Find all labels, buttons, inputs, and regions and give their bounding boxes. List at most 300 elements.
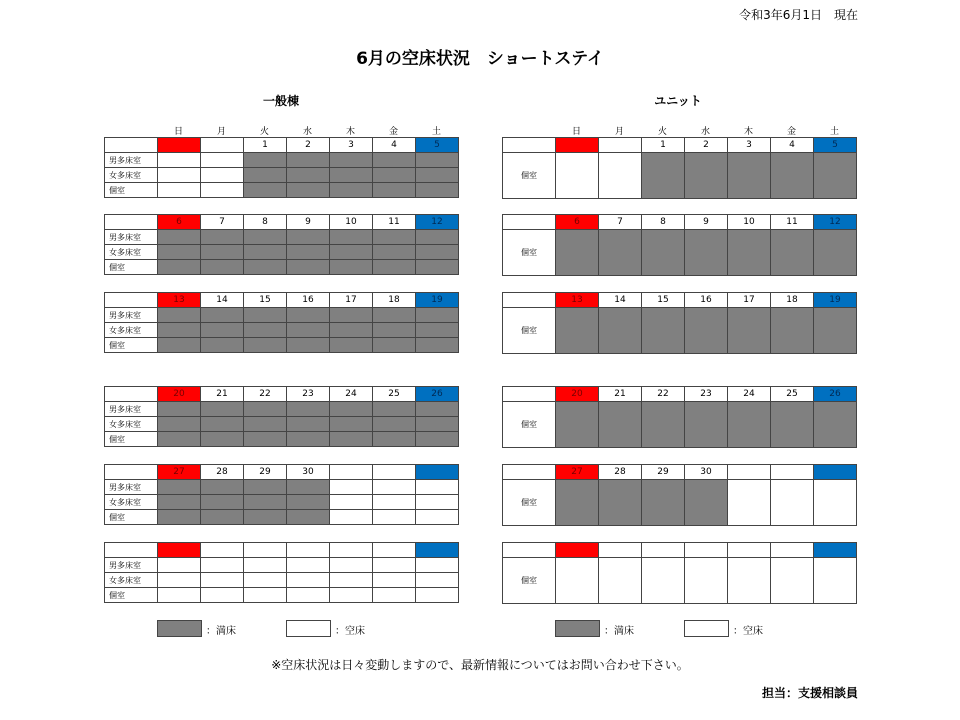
room-type-label: 女多床室 [105, 168, 158, 183]
status-cell-full [330, 432, 373, 447]
legend-free-label: ：空床 [733, 626, 763, 637]
date-cell: 7 [201, 215, 244, 230]
date-cell [373, 543, 416, 558]
status-cell-full [416, 417, 459, 432]
status-cell-vacant [373, 558, 416, 573]
status-cell-full [330, 338, 373, 353]
status-cell-full [373, 402, 416, 417]
room-type-label: 個室 [105, 588, 158, 603]
room-row [503, 230, 857, 276]
status-cell-vacant [416, 510, 459, 525]
status-cell-full [244, 323, 287, 338]
date-row [105, 465, 459, 480]
status-cell-vacant [416, 558, 459, 573]
status-cell-full [373, 153, 416, 168]
date-cell-saturday [416, 465, 459, 480]
date-cell: 4 [771, 138, 814, 153]
status-cell-full [416, 260, 459, 275]
room-row [105, 338, 459, 353]
legend-full-label: ：満床 [206, 626, 236, 637]
status-cell-full [330, 323, 373, 338]
room-row [105, 183, 459, 198]
date-cell-saturday [416, 543, 459, 558]
date-cell: 22 [642, 387, 685, 402]
status-cell-full [244, 308, 287, 323]
date-cell: 14 [599, 293, 642, 308]
weekday-label: 土 [431, 127, 441, 137]
room-type-label: 男多床室 [105, 230, 158, 245]
status-cell-full [373, 417, 416, 432]
status-cell-full [201, 417, 244, 432]
room-row [105, 230, 459, 245]
status-cell-full [244, 245, 287, 260]
date-cell-sunday: 20 [556, 387, 599, 402]
status-cell-full [201, 338, 244, 353]
status-cell-full [373, 168, 416, 183]
date-cell: 21 [599, 387, 642, 402]
date-row [503, 465, 857, 480]
weekday-label: 水 [700, 127, 710, 137]
date-cell: 4 [373, 138, 416, 153]
status-cell-full [814, 230, 857, 276]
status-cell-full [244, 183, 287, 198]
corner-cell [503, 387, 556, 402]
corner-cell [503, 543, 556, 558]
date-row [105, 387, 459, 402]
status-cell-vacant [416, 480, 459, 495]
status-cell-full [287, 417, 330, 432]
status-cell-full [330, 402, 373, 417]
weekday-label: 木 [743, 127, 753, 137]
status-cell-full [556, 402, 599, 448]
status-cell-full [287, 153, 330, 168]
status-cell-full [642, 230, 685, 276]
status-cell-vacant [599, 558, 642, 604]
room-row [105, 417, 459, 432]
status-cell-full [685, 230, 728, 276]
status-cell-full [158, 323, 201, 338]
status-cell-full [244, 402, 287, 417]
status-cell-full [556, 308, 599, 354]
status-cell-full [158, 245, 201, 260]
date-cell-sunday [556, 138, 599, 153]
status-cell-full [599, 480, 642, 526]
room-type-label: 個室 [105, 183, 158, 198]
date-cell-sunday: 13 [556, 293, 599, 308]
room-type-label: 個室 [503, 308, 556, 354]
date-cell: 22 [244, 387, 287, 402]
status-cell-full [642, 308, 685, 354]
status-cell-full [287, 230, 330, 245]
date-cell [728, 543, 771, 558]
status-cell-full [771, 308, 814, 354]
room-type-label: 男多床室 [105, 558, 158, 573]
date-cell [599, 543, 642, 558]
status-cell-vacant [287, 573, 330, 588]
date-cell: 2 [287, 138, 330, 153]
date-cell: 11 [373, 215, 416, 230]
date-cell: 23 [685, 387, 728, 402]
status-cell-full [201, 323, 244, 338]
date-cell: 15 [642, 293, 685, 308]
room-type-label: 女多床室 [105, 245, 158, 260]
room-row [105, 480, 459, 495]
status-cell-vacant [158, 588, 201, 603]
status-cell-full [556, 230, 599, 276]
date-cell: 3 [728, 138, 771, 153]
date-cell-saturday: 19 [814, 293, 857, 308]
room-row [503, 558, 857, 604]
date-cell-sunday [158, 543, 201, 558]
room-row [503, 402, 857, 448]
status-cell-full [330, 245, 373, 260]
date-cell-saturday: 12 [416, 215, 459, 230]
room-type-label: 男多床室 [105, 480, 158, 495]
status-cell-full [201, 495, 244, 510]
room-type-label: 個室 [105, 338, 158, 353]
status-cell-full [373, 245, 416, 260]
section-title-unit: ユニット [654, 94, 702, 108]
status-cell-vacant [373, 510, 416, 525]
date-cell [771, 543, 814, 558]
status-cell-vacant [244, 573, 287, 588]
weekday-label: 日 [571, 127, 581, 137]
date-cell [771, 465, 814, 480]
date-cell: 9 [287, 215, 330, 230]
date-row [105, 543, 459, 558]
date-cell-sunday [556, 543, 599, 558]
status-cell-full [158, 417, 201, 432]
status-cell-vacant [373, 588, 416, 603]
date-cell: 28 [201, 465, 244, 480]
date-cell: 14 [201, 293, 244, 308]
status-cell-vacant [814, 480, 857, 526]
date-cell [642, 543, 685, 558]
date-cell: 10 [728, 215, 771, 230]
status-cell-full [685, 153, 728, 199]
status-cell-vacant [330, 510, 373, 525]
date-cell-sunday: 27 [556, 465, 599, 480]
status-cell-full [416, 402, 459, 417]
room-row [105, 432, 459, 447]
status-cell-full [814, 308, 857, 354]
status-cell-vacant [330, 588, 373, 603]
status-cell-vacant [814, 558, 857, 604]
status-cell-full [599, 230, 642, 276]
date-row [105, 138, 459, 153]
date-cell: 21 [201, 387, 244, 402]
status-cell-full [158, 260, 201, 275]
status-cell-vacant [287, 558, 330, 573]
status-cell-full [330, 230, 373, 245]
status-cell-vacant [556, 558, 599, 604]
status-cell-full [373, 230, 416, 245]
status-cell-full [158, 510, 201, 525]
status-cell-full [244, 417, 287, 432]
status-cell-full [373, 308, 416, 323]
status-cell-full [373, 260, 416, 275]
corner-cell [105, 465, 158, 480]
date-cell-sunday: 20 [158, 387, 201, 402]
date-cell: 18 [771, 293, 814, 308]
date-cell: 15 [244, 293, 287, 308]
status-cell-full [599, 402, 642, 448]
status-cell-full [244, 495, 287, 510]
corner-cell [105, 138, 158, 153]
weekday-label: 月 [216, 127, 226, 137]
status-cell-full [244, 153, 287, 168]
date-cell-sunday: 6 [556, 215, 599, 230]
status-cell-vacant [771, 480, 814, 526]
date-cell-saturday [814, 465, 857, 480]
date-cell: 10 [330, 215, 373, 230]
status-cell-vacant [201, 153, 244, 168]
date-cell: 2 [685, 138, 728, 153]
status-cell-vacant [158, 573, 201, 588]
corner-cell [105, 293, 158, 308]
date-row [105, 215, 459, 230]
room-row [105, 402, 459, 417]
status-cell-vacant [330, 480, 373, 495]
status-cell-full [373, 338, 416, 353]
date-cell: 17 [728, 293, 771, 308]
status-cell-full [287, 260, 330, 275]
week-grid-general [104, 386, 459, 447]
date-row [503, 387, 857, 402]
date-cell-saturday: 26 [416, 387, 459, 402]
status-cell-full [201, 402, 244, 417]
status-cell-vacant [373, 495, 416, 510]
corner-cell [503, 138, 556, 153]
status-cell-full [201, 308, 244, 323]
status-cell-vacant [158, 183, 201, 198]
date-cell: 30 [287, 465, 330, 480]
status-cell-full [373, 323, 416, 338]
date-cell-saturday: 5 [814, 138, 857, 153]
status-cell-full [201, 480, 244, 495]
status-cell-full [287, 480, 330, 495]
status-cell-full [201, 260, 244, 275]
room-row [105, 495, 459, 510]
status-cell-vacant [330, 558, 373, 573]
week-grid-general [104, 214, 459, 275]
date-cell-sunday: 6 [158, 215, 201, 230]
date-row [503, 543, 857, 558]
date-cell [287, 543, 330, 558]
date-row [503, 293, 857, 308]
status-cell-full [416, 183, 459, 198]
date-cell [201, 543, 244, 558]
status-cell-vacant [158, 168, 201, 183]
status-cell-vacant [201, 183, 244, 198]
week-grid-unit [502, 292, 857, 354]
contact-person: 担当：支援相談員 [761, 686, 858, 700]
weekday-label: 土 [829, 127, 839, 137]
status-cell-full [416, 308, 459, 323]
room-type-label: 個室 [503, 402, 556, 448]
status-cell-full [330, 168, 373, 183]
date-cell: 25 [771, 387, 814, 402]
status-cell-full [287, 183, 330, 198]
legend-free-label: ：空床 [335, 626, 365, 637]
status-cell-full [728, 402, 771, 448]
room-row [105, 588, 459, 603]
status-cell-full [330, 417, 373, 432]
room-type-label: 男多床室 [105, 308, 158, 323]
room-type-label: 男多床室 [105, 153, 158, 168]
status-cell-full [771, 153, 814, 199]
weekday-label: 火 [259, 127, 269, 137]
week-grid-unit [502, 137, 857, 199]
status-cell-full [728, 230, 771, 276]
room-type-label: 男多床室 [105, 402, 158, 417]
weekday-label: 金 [388, 127, 398, 137]
date-cell: 29 [642, 465, 685, 480]
week-grid-general [104, 542, 459, 603]
room-row [503, 308, 857, 354]
status-cell-vacant [728, 558, 771, 604]
legend-full-label: ：満床 [604, 626, 634, 637]
status-cell-vacant [201, 573, 244, 588]
status-cell-vacant [416, 588, 459, 603]
status-cell-full [416, 338, 459, 353]
vacancy-note: ※空床状況は日々変動しますので、最新情報についてはお問い合わせ下さい。 [271, 658, 689, 672]
status-cell-vacant [201, 558, 244, 573]
status-cell-full [158, 480, 201, 495]
room-type-label: 個室 [503, 480, 556, 526]
week-grid-unit [502, 542, 857, 604]
room-row [105, 168, 459, 183]
status-cell-full [330, 183, 373, 198]
section-title-general: 一般棟 [262, 94, 299, 108]
page-title: 6月の空床状況 ショートステイ [356, 49, 604, 69]
status-cell-vacant [244, 588, 287, 603]
status-cell-vacant [556, 153, 599, 199]
status-cell-vacant [330, 573, 373, 588]
week-grid-unit [502, 464, 857, 526]
status-cell-vacant [158, 153, 201, 168]
date-cell: 11 [771, 215, 814, 230]
status-cell-full [287, 338, 330, 353]
corner-cell [105, 215, 158, 230]
room-row [105, 260, 459, 275]
status-cell-full [771, 230, 814, 276]
legend-free-swatch [684, 620, 729, 637]
date-cell: 1 [244, 138, 287, 153]
status-cell-full [244, 510, 287, 525]
room-type-label: 個室 [105, 510, 158, 525]
room-type-label: 個室 [105, 260, 158, 275]
status-cell-full [201, 510, 244, 525]
status-cell-vacant [373, 480, 416, 495]
room-row [105, 510, 459, 525]
date-cell: 16 [287, 293, 330, 308]
date-cell: 24 [330, 387, 373, 402]
status-cell-full [556, 480, 599, 526]
status-cell-full [771, 402, 814, 448]
room-type-label: 個室 [503, 558, 556, 604]
date-cell: 17 [330, 293, 373, 308]
status-cell-vacant [416, 573, 459, 588]
status-cell-full [158, 230, 201, 245]
date-cell-saturday: 19 [416, 293, 459, 308]
date-cell: 3 [330, 138, 373, 153]
status-cell-full [287, 245, 330, 260]
status-cell-vacant [287, 588, 330, 603]
room-row [105, 323, 459, 338]
room-row [105, 558, 459, 573]
status-cell-full [642, 402, 685, 448]
corner-cell [503, 215, 556, 230]
date-cell-sunday: 27 [158, 465, 201, 480]
weekday-label: 木 [345, 127, 355, 137]
weekday-label: 火 [657, 127, 667, 137]
status-cell-vacant [771, 558, 814, 604]
corner-cell [105, 543, 158, 558]
status-cell-vacant [201, 588, 244, 603]
status-cell-full [814, 402, 857, 448]
date-cell [599, 138, 642, 153]
status-cell-vacant [373, 573, 416, 588]
date-cell: 29 [244, 465, 287, 480]
status-cell-full [287, 308, 330, 323]
date-row [503, 215, 857, 230]
room-type-label: 女多床室 [105, 495, 158, 510]
status-cell-full [642, 480, 685, 526]
week-grid-general [104, 464, 459, 525]
corner-cell [503, 293, 556, 308]
status-cell-full [244, 260, 287, 275]
status-cell-full [244, 338, 287, 353]
date-cell [373, 465, 416, 480]
date-cell: 23 [287, 387, 330, 402]
status-cell-full [158, 338, 201, 353]
status-cell-full [201, 230, 244, 245]
date-cell: 9 [685, 215, 728, 230]
date-cell-sunday: 13 [158, 293, 201, 308]
status-cell-vacant [244, 558, 287, 573]
date-cell: 1 [642, 138, 685, 153]
status-cell-full [416, 245, 459, 260]
status-cell-vacant [416, 495, 459, 510]
status-cell-full [685, 480, 728, 526]
status-cell-vacant [158, 558, 201, 573]
status-cell-full [244, 432, 287, 447]
status-cell-full [685, 308, 728, 354]
status-cell-full [685, 402, 728, 448]
status-cell-full [244, 480, 287, 495]
status-cell-full [287, 432, 330, 447]
status-cell-full [642, 153, 685, 199]
room-type-label: 個室 [503, 230, 556, 276]
date-cell [685, 543, 728, 558]
date-cell [330, 543, 373, 558]
status-cell-full [287, 168, 330, 183]
legend-free-swatch [286, 620, 331, 637]
status-cell-full [244, 230, 287, 245]
room-row [105, 573, 459, 588]
week-grid-general [104, 137, 459, 198]
legend-full-swatch [157, 620, 202, 637]
status-cell-full [416, 432, 459, 447]
status-cell-vacant [330, 495, 373, 510]
room-type-label: 女多床室 [105, 323, 158, 338]
room-row [105, 308, 459, 323]
status-cell-full [330, 308, 373, 323]
corner-cell [503, 465, 556, 480]
room-type-label: 女多床室 [105, 573, 158, 588]
status-cell-full [373, 183, 416, 198]
